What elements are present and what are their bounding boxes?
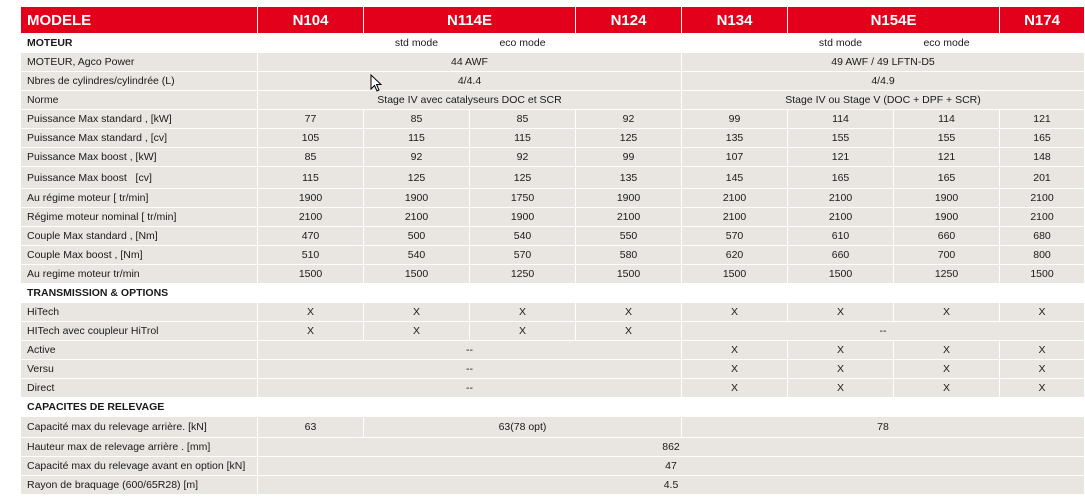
cell-value: 2100 [1000, 208, 1084, 226]
cell-value: -- [258, 379, 681, 397]
section-transmission: TRANSMISSION & OPTIONS [21, 284, 1084, 302]
row-label: Versu [21, 360, 257, 378]
cell-value: 610 [788, 227, 893, 245]
cell-value: 115 [470, 129, 575, 147]
cell-value: 1900 [364, 189, 469, 207]
cell-value: 2100 [364, 208, 469, 226]
table-row [21, 341, 1084, 359]
cell-value: 1500 [1000, 265, 1084, 283]
cell-value: 510 [258, 246, 363, 264]
row-label: MOTEUR, Agco Power [21, 53, 257, 71]
cell-value: X [894, 379, 999, 397]
cell-value: 4/4.4 [258, 72, 681, 90]
table-row [21, 129, 1084, 147]
cell-value: 620 [682, 246, 787, 264]
table-row [21, 167, 1084, 188]
cell-value: 92 [470, 148, 575, 166]
table-row [21, 53, 1084, 71]
header-modele: MODELE [21, 7, 257, 33]
table-row [21, 457, 1084, 475]
cell-value: 155 [894, 129, 999, 147]
cell-value: 1900 [258, 189, 363, 207]
cell-value: 135 [576, 167, 681, 188]
cell-value: 500 [364, 227, 469, 245]
cell-value: 660 [788, 246, 893, 264]
cell-value: 145 [682, 167, 787, 188]
row-label: Au régime moteur [ tr/min] [21, 189, 257, 207]
table-row [21, 303, 1084, 321]
cell-value: X [576, 303, 681, 321]
cell-value: X [682, 360, 787, 378]
cell-value: 121 [788, 148, 893, 166]
cell-value: 121 [894, 148, 999, 166]
cell-value: -- [258, 360, 681, 378]
cell-value: 125 [576, 129, 681, 147]
cell-value: 4/4.9 [682, 72, 1084, 90]
cell-value: 1250 [894, 265, 999, 283]
table-row [21, 227, 1084, 245]
row-label: Couple Max standard , [Nm] [21, 227, 257, 245]
table-row [21, 417, 1084, 437]
cell-value: 540 [364, 246, 469, 264]
cell-value: Stage IV avec catalyseurs DOC et SCR [258, 91, 681, 109]
cell-value: 165 [1000, 129, 1084, 147]
cell-value: 660 [894, 227, 999, 245]
cell-value: X [788, 360, 893, 378]
section-relevage: CAPACITES DE RELEVAGE [21, 398, 1084, 416]
cell-value: 470 [258, 227, 363, 245]
table-row [21, 110, 1084, 128]
cell-value: -- [258, 341, 681, 359]
cell-value: 550 [576, 227, 681, 245]
cell-value: 201 [1000, 167, 1084, 188]
header-model-n114e: N114E [364, 7, 575, 33]
table-row [21, 148, 1084, 166]
table-row [21, 360, 1084, 378]
cell-value: 1500 [576, 265, 681, 283]
cell-value: X [894, 303, 999, 321]
cell-value: 125 [470, 167, 575, 188]
table-row [21, 208, 1084, 226]
mouse-cursor-icon [370, 74, 384, 94]
cell-value: 121 [1000, 110, 1084, 128]
cell-value: 570 [470, 246, 575, 264]
row-label: Direct [21, 379, 257, 397]
cell-value: 78 [682, 417, 1084, 437]
header-row [21, 7, 1084, 33]
cell-value: X [682, 379, 787, 397]
cell-value: Stage IV ou Stage V (DOC + DPF + SCR) [682, 91, 1084, 109]
cell-value: 92 [364, 148, 469, 166]
table-row [21, 91, 1084, 109]
table-row [21, 322, 1084, 340]
cell-value: 99 [576, 148, 681, 166]
cell-value: 85 [258, 148, 363, 166]
row-label: Puissance Max boost [cv] [21, 167, 257, 188]
row-label: HITech avec coupleur HiTrol [21, 322, 257, 340]
cell-value: X [258, 322, 363, 340]
cell-value: 1500 [682, 265, 787, 283]
cell-value: 1500 [364, 265, 469, 283]
cell-value: 165 [788, 167, 893, 188]
cell-value: -- [682, 322, 1084, 340]
cell-value: 63(78 opt) [364, 417, 681, 437]
table-row [21, 438, 1084, 456]
row-label: Capacité max du relevage arrière. [kN] [21, 417, 257, 437]
section-relevage-row [21, 398, 1084, 416]
cell-value: X [1000, 303, 1084, 321]
cell-value: X [364, 303, 469, 321]
cell-value: 1500 [258, 265, 363, 283]
cell-value: 1900 [576, 189, 681, 207]
cell-value: 1900 [894, 208, 999, 226]
cell-value: X [788, 341, 893, 359]
row-label: Puissance Max standard , [cv] [21, 129, 257, 147]
row-label: Au regime moteur tr/min [21, 265, 257, 283]
mode-std-n114e: std mode [364, 34, 469, 52]
cell-value: 63 [258, 417, 363, 437]
table-row [21, 265, 1084, 283]
cell-value: X [1000, 379, 1084, 397]
row-label: Rayon de braquage (600/65R28) [m] [21, 476, 257, 494]
header-model-n134: N134 [682, 7, 787, 33]
cell-value: 148 [1000, 148, 1084, 166]
cell-value: 1500 [788, 265, 893, 283]
cell-value: 165 [894, 167, 999, 188]
cell-value: X [1000, 341, 1084, 359]
row-label: Nbres de cylindres/cylindrée (L) [21, 72, 257, 90]
cell-value: 115 [364, 129, 469, 147]
cell-value: 2100 [788, 208, 893, 226]
cell-value: 700 [894, 246, 999, 264]
cell-value: 580 [576, 246, 681, 264]
cell-value: 107 [682, 148, 787, 166]
cell-value: 570 [682, 227, 787, 245]
cell-value: 680 [1000, 227, 1084, 245]
cell-value: X [576, 322, 681, 340]
cell-value: 114 [788, 110, 893, 128]
cell-value: 2100 [1000, 189, 1084, 207]
cell-value: X [894, 341, 999, 359]
cell-value: 540 [470, 227, 575, 245]
row-label: Régime moteur nominal [ tr/min] [21, 208, 257, 226]
section-moteur-row [21, 34, 1084, 52]
row-label: Couple Max boost , [Nm] [21, 246, 257, 264]
spec-table [20, 6, 1085, 495]
cell-value: 44 AWF [258, 53, 681, 71]
cell-value: X [258, 303, 363, 321]
table-row [21, 476, 1084, 494]
cell-value: 862 [258, 438, 1084, 456]
cell-value: 49 AWF / 49 LFTN-D5 [682, 53, 1084, 71]
cell-value: 1750 [470, 189, 575, 207]
row-label: HiTech [21, 303, 257, 321]
cell-value: 4.5 [258, 476, 1084, 494]
cell-value: 135 [682, 129, 787, 147]
mode-eco-n154e: eco mode [894, 34, 999, 52]
mode-eco-n114e: eco mode [470, 34, 575, 52]
cell-value: 125 [364, 167, 469, 188]
cell-value: 2100 [682, 208, 787, 226]
cell-value: X [682, 341, 787, 359]
cell-value: X [364, 322, 469, 340]
cell-value: 800 [1000, 246, 1084, 264]
row-label: Puissance Max standard , [kW] [21, 110, 257, 128]
cell-value: X [470, 303, 575, 321]
table-row [21, 72, 1084, 90]
cell-value: 2100 [576, 208, 681, 226]
table-row [21, 379, 1084, 397]
cell-value: 105 [258, 129, 363, 147]
cell-value: 2100 [682, 189, 787, 207]
cell-value: X [788, 379, 893, 397]
section-transmission-row [21, 284, 1084, 302]
cell-value: X [1000, 360, 1084, 378]
row-label: Active [21, 341, 257, 359]
cell-value: 77 [258, 110, 363, 128]
cell-value: 47 [258, 457, 1084, 475]
row-label: Hauteur max de relevage arrière . [mm] [21, 438, 257, 456]
cell-value: 2100 [258, 208, 363, 226]
header-model-n174: N174 [1000, 7, 1084, 33]
header-model-n104: N104 [258, 7, 363, 33]
section-moteur: MOTEUR [21, 34, 257, 52]
cell-value: 114 [894, 110, 999, 128]
cell-value: 2100 [788, 189, 893, 207]
row-label: Norme [21, 91, 257, 109]
cell-value: 99 [682, 110, 787, 128]
cell-value: 85 [470, 110, 575, 128]
cell-value: X [894, 360, 999, 378]
cell-value: 85 [364, 110, 469, 128]
mode-std-n154e: std mode [788, 34, 893, 52]
table-row [21, 246, 1084, 264]
cell-value: X [682, 303, 787, 321]
cell-value: X [470, 322, 575, 340]
cell-value: 1900 [470, 208, 575, 226]
cell-value: X [788, 303, 893, 321]
header-model-n124: N124 [576, 7, 681, 33]
cell-value: 1250 [470, 265, 575, 283]
row-label: Capacité max du relevage avant en option [kN] [21, 457, 257, 475]
cell-value: 1900 [894, 189, 999, 207]
row-label: Puissance Max boost , [kW] [21, 148, 257, 166]
table-row [21, 189, 1084, 207]
cell-value: 115 [258, 167, 363, 188]
cell-value: 155 [788, 129, 893, 147]
cell-value: 92 [576, 110, 681, 128]
header-model-n154e: N154E [788, 7, 999, 33]
